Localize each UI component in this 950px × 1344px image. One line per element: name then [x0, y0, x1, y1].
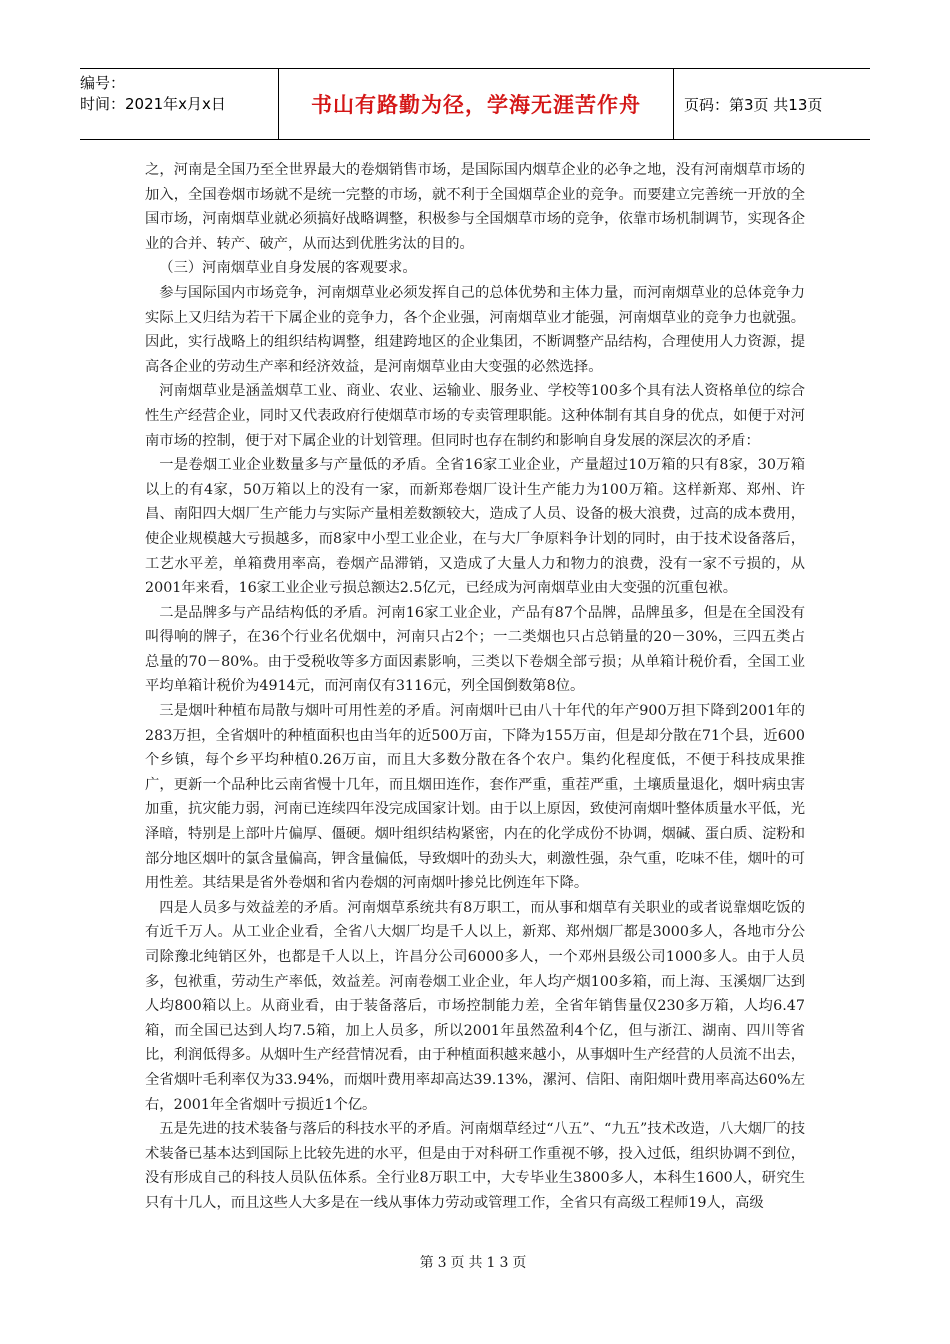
- page-header: [80, 68, 870, 140]
- header-motto: 书山有路勤为径，学海无涯苦作舟: [279, 69, 674, 139]
- paragraph: 河南烟草业是涵盖烟草工业、商业、农业、运输业、服务业、学校等100多个具有法人资格单位的综合性生产经营企业，同时又代表政府行使烟草市场的专卖管理职能。这种体制有其自身的优点，如便于对河南市场的控制，便于对下属企业的计划管理。但同时也存在制约和影响自身发展的深层次的矛盾：: [145, 383, 805, 449]
- paragraph: 之，河南是全国乃至全世界最大的卷烟销售市场，是国际国内烟草企业的必争之地，没有河南烟草市场的加入，全国卷烟市场就不是统一完整的市场，就不利于全国烟草企业的竞争。而要建立完善统一开放的全国市场，河南烟草业就必须搞好战略调整，积极参与全国烟草市场的竞争，依靠市场机制调节，实现各企业的合并、转产、破产，从而达到优胜劣汰的目的。: [145, 162, 805, 252]
- paragraph: 三是烟叶种植布局散与烟叶可用性差的矛盾。河南烟叶已由八十年代的年产900万担下降到2001年的283万担，全省烟叶的种植面积也由当年的近500万亩，下降为155万亩，但是却分散在71个县，近600个乡镇，每个乡平均种植0.26万亩，而且大多数分散在各个农户。集约化程度低，不便于科技成果推广，更新一个品种比云南省慢十几年，而且烟田连作，套作严重，重茬严重，土壤质量退化，烟叶病虫害加重，抗灾能力弱，河南已连续四年没完成国家计划。由于以上原因，致使河南烟叶整体质量水平低，光泽暗，特别是上部叶片偏厚、僵硬。烟叶组织结构紧密，内在的化学成份不协调，烟碱、蛋白质、淀粉和部分地区烟叶的氯含量偏高，钾含量偏低，导致烟叶的劲头大，刺激性强，杂气重，吃味不佳，烟叶的可用性差。其结果是省外卷烟和省内卷烟的河南烟叶掺兑比例连年下降。: [145, 703, 805, 892]
- paragraph: 参与国际国内市场竞争，河南烟草业必须发挥自己的总体优势和主体力量，而河南烟草业的总体竞争力实际上又归结为若干下属企业的竞争力，各个企业强，河南烟草业才能强，河南烟草业的竞争力也就强。因此，实行战略上的组织结构调整，组建跨地区的企业集团，不断调整产品结构，合理使用人力资源，提高各企业的劳动生产率和经济效益，是河南烟草业由大变强的必然选择。: [145, 284, 805, 375]
- document-body: [145, 158, 805, 1216]
- document-date-label: 时间：2021年x月x日: [80, 95, 226, 113]
- section-heading: （三）河南烟草业自身发展的客观要求。: [159, 260, 417, 277]
- paragraph: 二是品牌多与产品结构低的矛盾。河南16家工业企业，产品有87个品牌，品牌虽多，但是在全国没有叫得响的牌子，在36个行业名优烟中，河南只占2个；一二类烟也只占总销量的20－30%，三四五类占总量的70－80%。由于受税收等多方面因素影响，三类以下卷烟全部亏损；从单箱计税价看，全国工业平均单箱计税价为4914元，而河南仅有3116元，列全国倒数第8位。: [145, 604, 805, 695]
- header-meta: [80, 69, 279, 139]
- document-number-label: 编号：: [80, 74, 126, 92]
- paragraph: 五是先进的技术装备与落后的科技水平的矛盾。河南烟草经过“八五”、“九五”技术改造，八大烟厂的技术装备已基本达到国际上比较先进的水平，但是由于对科研工作重视不够，投入过低，组织协调不到位，没有形成自己的科技人员队伍体系。全行业8万职工中，大专毕业生3800多人，本科生1600人，研究生只有十几人，而且这些人大多是在一线从事体力劳动或管理工作，全省只有高级工程师19人，高级: [145, 1121, 805, 1211]
- paragraph: 四是人员多与效益差的矛盾。河南烟草系统共有8万职工，而从事和烟草有关职业的或者说靠烟吃饭的有近千万人。从工业企业看，全省八大烟厂均是千人以上，新郑、郑州烟厂都是3000多人，各地市分公司除豫北纯销区外，也都是千人以上，许昌分公司6000多人，一个邓州县级公司1000多人。由于人员多，包袱重，劳动生产率低，效益差。河南卷烟工业企业，年人均产烟100多箱，而上海、玉溪烟厂达到人均800箱以上。从商业看，由于装备落后，市场控制能力差，全省年销售量仅230多万箱，人均6.47箱，而全国已达到人均7.5箱，加上人员多，所以2001年虽然盈利4个亿，但与浙江、湖南、四川等省比，利润低得多。从烟叶生产经营情况看，由于种植面积越来越小，从事烟叶生产经营的人员流不出去，全省烟叶毛利率仅为33.94%，而烟叶费用率却高达39.13%，漯河、信阳、南阳烟叶费用率高达60%左右，2001年全省烟叶亏损近1个亿。: [145, 899, 805, 1113]
- page-footer: 第3页共13页: [419, 1255, 531, 1271]
- header-page-number: 页码：第3页 共13页: [684, 95, 823, 114]
- paragraph: 一是卷烟工业企业数量多与产量低的矛盾。全省16家工业企业，产量超过10万箱的只有8家，30万箱以上的有4家，50万箱以上的没有一家，而新郑卷烟厂设计生产能力为100万箱。这样新郑、郑州、许昌、南阳四大烟厂生产能力与实际产量相差数额较大，造成了人员、设备的极大浪费，过高的成本费用，使企业规模越大亏损越多，而8家中小型工业企业，在与大厂争原料争计划的同时，由于技术设备落后，工艺水平差，单箱费用率高，卷烟产品滞销，又造成了大量人力和物力的浪费，没有一家不亏损的，从2001年来看，16家工业企业亏损总额达2.5亿元，已经成为河南烟草业由大变强的沉重包袱。: [145, 457, 805, 597]
